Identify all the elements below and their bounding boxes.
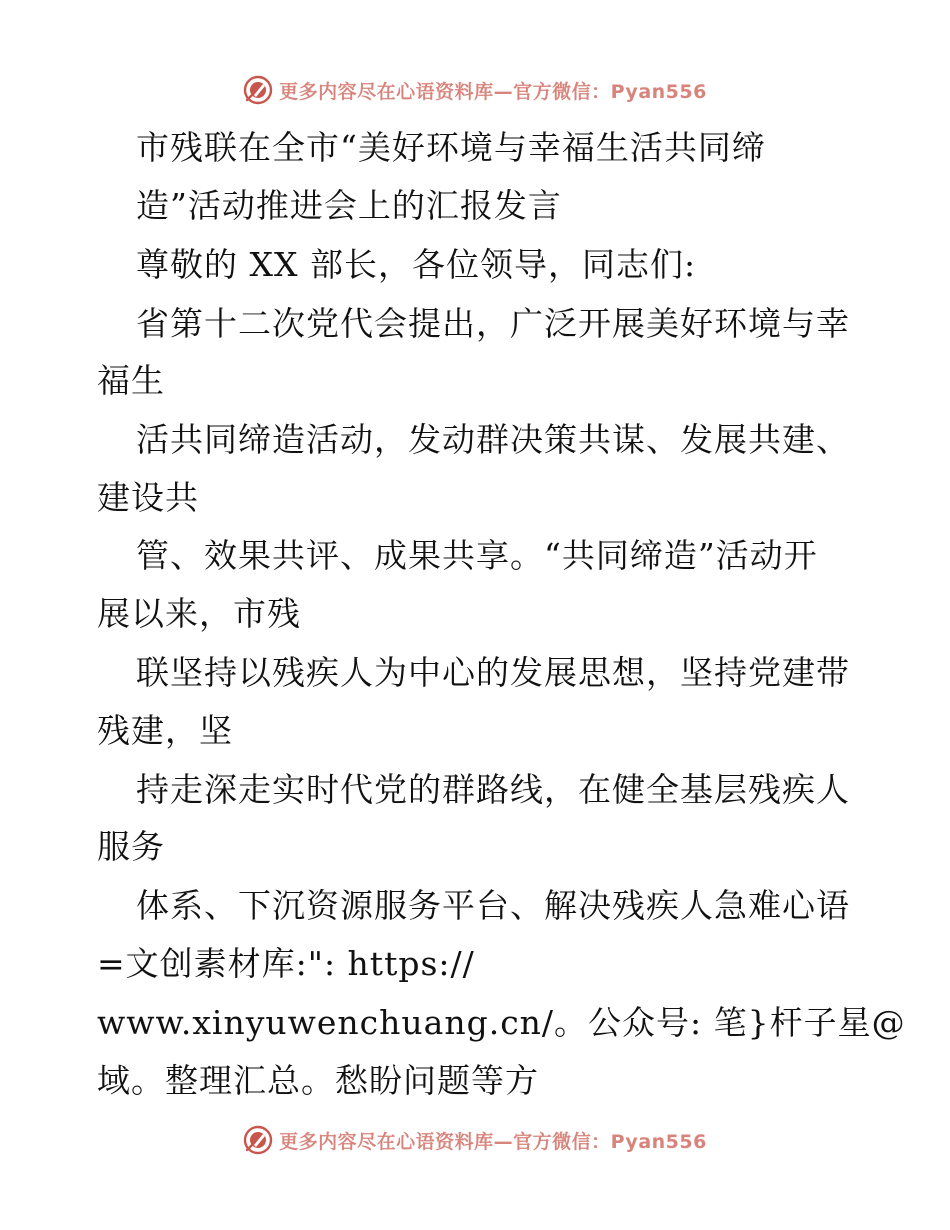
paragraph-line: 省第十二次党代会提出，广泛开展美好环境与幸 bbox=[136, 304, 850, 343]
paragraph-line: www.xinyuwenchuang.cn/。公众号: 笔}杆子星@ bbox=[97, 1003, 906, 1042]
footer-banner bbox=[0, 1120, 950, 1160]
paragraph-line: =文创素材库:": https:// bbox=[97, 944, 475, 983]
paragraph-line: 福生 bbox=[97, 361, 165, 400]
pen-seal-icon bbox=[243, 1125, 273, 1155]
header-banner-text: 更多内容尽在心语资料库—官方微信：Pyan556 bbox=[279, 80, 707, 103]
document-title-line-1: 市残联在全市“美好环境与幸福生活共同缔 bbox=[136, 128, 766, 167]
salutation: 尊敬的 XX 部长，各位领导，同志们: bbox=[136, 245, 697, 284]
paragraph-line: 体系、下沉资源服务平台、解决残疾人急难心语 bbox=[136, 886, 850, 925]
paragraph-line: 残建，坚 bbox=[97, 711, 233, 750]
paragraph-line: 建设共 bbox=[97, 478, 199, 517]
pen-seal-icon bbox=[243, 75, 273, 105]
paragraph-line: 展以来，市残 bbox=[97, 594, 301, 633]
paragraph-line: 活共同缔造活动，发动群决策共谋、发展共建、 bbox=[136, 420, 850, 459]
document-title-line-2: 造”活动推进会上的汇报发言 bbox=[136, 186, 562, 225]
paragraph-line: 持走深走实时代党的群路线，在健全基层残疾人 bbox=[136, 770, 850, 809]
header-banner bbox=[0, 70, 950, 110]
paragraph-line: 管、效果共评、成果共享。“共同缔造”活动开 bbox=[136, 536, 818, 575]
paragraph-line: 域。整理汇总。愁盼问题等方 bbox=[97, 1061, 539, 1100]
paragraph-line: 联坚持以残疾人为中心的发展思想，坚持党建带 bbox=[136, 653, 850, 692]
paragraph-line: 服务 bbox=[97, 827, 165, 866]
footer-banner-text: 更多内容尽在心语资料库—官方微信：Pyan556 bbox=[279, 1130, 707, 1153]
